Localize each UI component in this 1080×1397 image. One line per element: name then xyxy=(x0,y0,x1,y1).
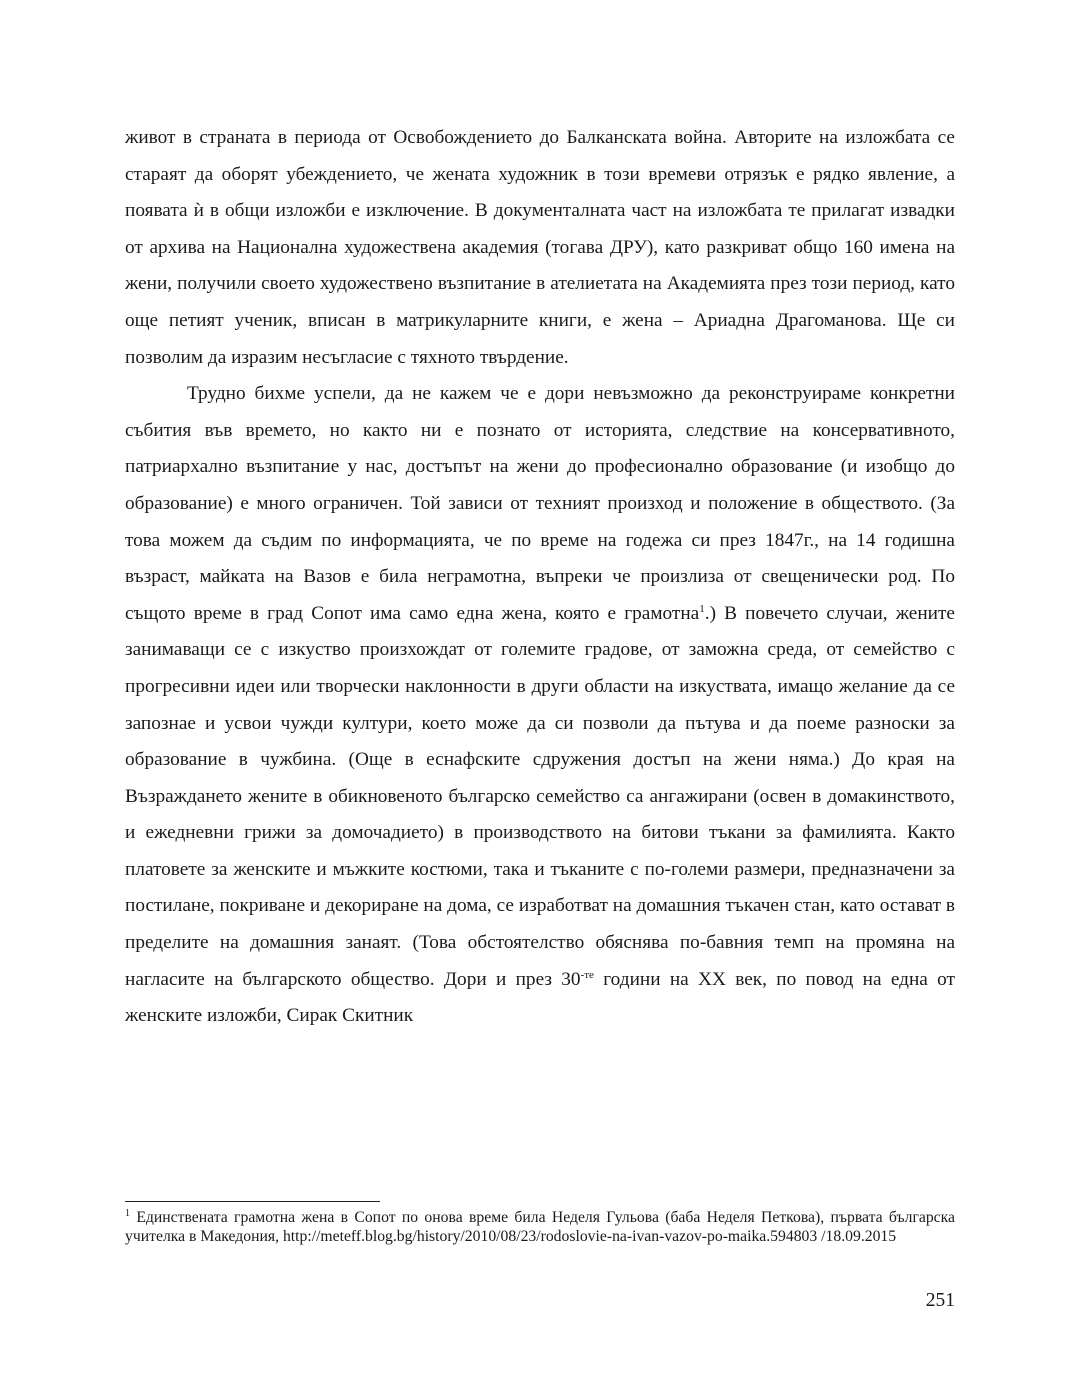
page-number: 251 xyxy=(925,1290,955,1311)
paragraph-1: живот в страната в периода от Освобождението до Балканската война. Авторите на изложбата се стараят да оборят убеждението, че жената художник в този времеви отрязък е рядко явление, а появата ѝ в общи изложби е изключение. В документалната част на изложбата те прилагат извадки от архива на Национална художествена академия (тогава ДРУ), като разкриват общо 160 имена на жени, получили своето художествено възпитание в ателиетата на Академията през този период, като още петият ученик, вписан в матрикуларните книги, е жена – Ариадна Драгоманова. Ще си позволим да изразим несъгласие с тяхното твърдение. xyxy=(125,127,955,368)
body-text xyxy=(125,120,955,1035)
footnote-marker: 1 xyxy=(125,1208,130,1219)
footnote-separator xyxy=(125,1201,380,1202)
paragraph-2: Трудно бихме успели, да не кажем че е дори невъзможно да реконструираме конкретни събития във времето, но както ни е познато от историята, следствие на консервативното, патриархално възпитание у нас, достъпът на жени до професионално образование (и изобщо до образование) е много ограничен. Той зависи от техният произход и положение в обществото. (За това можем да съдим по информацията, че по време на годежа си през 1847г., на 14 годишна възраст, майката на Вазов е била неграмотна, въпреки че произлиза от свещенически род. По същото време в град Сопот има само една жена, която е грамотна$^1$.) В повечето случаи, жените занимаващи се с изкуство произхождат от големите градове, от заможна среда, от семейство с прогресивни идеи или творчески наклонности в други области на изкуствата, имащо желание да се запознае и усвои чужди култури, което може да си позволи да пътува и да поеме разноски за образование в чужбина. (Още в еснафските сдружения достъп на жени няма.) До края на Възраждането жените в обикновеното българско семейство са ангажирани (освен в домакинството, и ежедневни грижи за домочадието) в производството на битови тъкани за фамилията. Както платовете за женските и мъжките костюми, така и тъканите с по-големи размери, предназначени за постилане, покриване и декориране на дома, се изработват на домашния тъкачен стан, като остават в пределите на домашния занаят. (Това обстоятелство обяснява по-бавния темп на промяна на нагласите на българското общество. Дори и през $30^{-те}$ години на XX век, по повод на една от женските изложби, Сирак Скитник xyxy=(125,383,955,1027)
footnote-reference[interactable]: 1 xyxy=(699,602,705,615)
footnote-text: Единствената грамотна жена в Сопот по онова време била Неделя Гульова (баба Неделя Петкова), първата българска учителка в Македония, http://meteff.blog.bg/history/2010/08/23/rodoslovie-na-ivan-vazov-po-maika.594803 /18.09.2015 xyxy=(125,1209,955,1245)
ordinal-suffix: -те xyxy=(580,968,594,981)
footnote xyxy=(125,1209,955,1246)
